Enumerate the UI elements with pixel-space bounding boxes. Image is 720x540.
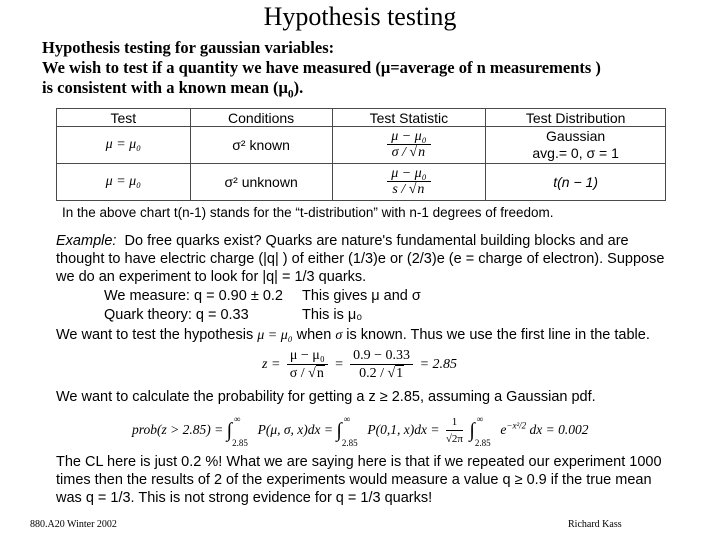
footer-author: Richard Kass (568, 519, 622, 530)
conclusion-line-1: The CL here is just 0.2 %! What we are saying here is that if we repeated our experiment 1000 (56, 454, 662, 470)
chart-note: In the above chart t(n-1) stands for the “t-distribution” with n-1 degrees of freedom. (62, 205, 554, 220)
intro-line-2: We wish to test if a quantity we have measured (μ=average of n measurements ) (42, 58, 601, 77)
page-title: Hypothesis testing (263, 2, 457, 31)
probability-integral: prob(z > $2.85) = \int_{2.85}^\infty$ P(μ, σ, $x)dx = \int_{2.85}^\infty$ P(0,1, x)dx = $\frac{1}{√2\pi}$ $\int_{2.85}^\infty$ $e^{-x^2/2}$ dx = 0.002 (132, 414, 589, 449)
measurement-line: We measure: q = 0.90 ± 0.2 (104, 288, 283, 304)
table-header: Test Statistic (332, 109, 486, 127)
measurement-meaning: This gives μ and σ (302, 288, 421, 304)
z-calculation: z = $\frac{\text{μ − μ₀}}{\sigma / √n}$ = $\frac{0.9 - 0.33}{0.2 / √1}$ = 2.85 (262, 348, 458, 381)
hypothesis-line: We want to test the hypothesis μ = μ₀ when σ is known. Thus we use the first line in the table. (56, 327, 650, 343)
table-header: Test Distribution (486, 109, 666, 127)
distribution-cell: t(n − 1) (486, 164, 666, 201)
intro-line-1: Hypothesis testing for gaussian variables: (42, 38, 335, 57)
example-line-2: thought to have electric charge (|q| ) of either (1/3)e or (2/3)e (e = charge of electron). Suppose (56, 251, 665, 267)
test-cell: μ = μ₀ (57, 127, 191, 164)
theory-line: Quark theory: q = 0.33 (104, 307, 249, 323)
footer-course: 880.A20 Winter 2002 (30, 519, 117, 530)
table-header-row (57, 109, 666, 127)
distribution-cell: Gaussian avg.= 0, σ = 1 (486, 127, 666, 164)
test-cell: μ = μ₀ (57, 164, 191, 201)
example-line-1: Example: Do free quarks exist? Quarks are nature's fundamental building blocks and are (56, 233, 629, 249)
probability-line: We want to calculate the probability for getting a z ≥ 2.85, assuming a Gaussian pdf. (56, 389, 596, 405)
table-header: Test (57, 109, 191, 127)
theory-meaning: This is μ₀ (302, 307, 363, 323)
example-line-3: we do an experiment to look for |q| = 1/3 quarks. (56, 269, 367, 285)
condition-cell: σ² unknown (190, 164, 332, 201)
statistic-cell: $\frac{\text{μ − μ₀}}{\sigma / √n}$ (332, 127, 486, 164)
conclusion-line-2: times then the results of 2 of the experiments would measure a value q ≥ 0.9 if the true mean (56, 472, 652, 488)
intro-line-3: is consistent with a known mean $(\mu_0)$. (42, 78, 304, 101)
table-row (57, 127, 666, 164)
conclusion-line-3: was q = 1/3. This is not strong evidence for q = 1/3 quarks! (56, 490, 433, 506)
statistic-cell: $\frac{\text{μ − μ₀}}{s / √n}$ (332, 164, 486, 201)
hypothesis-test-table (56, 108, 666, 201)
condition-cell: σ² known (190, 127, 332, 164)
table-row (57, 164, 666, 201)
table-header: Conditions (190, 109, 332, 127)
